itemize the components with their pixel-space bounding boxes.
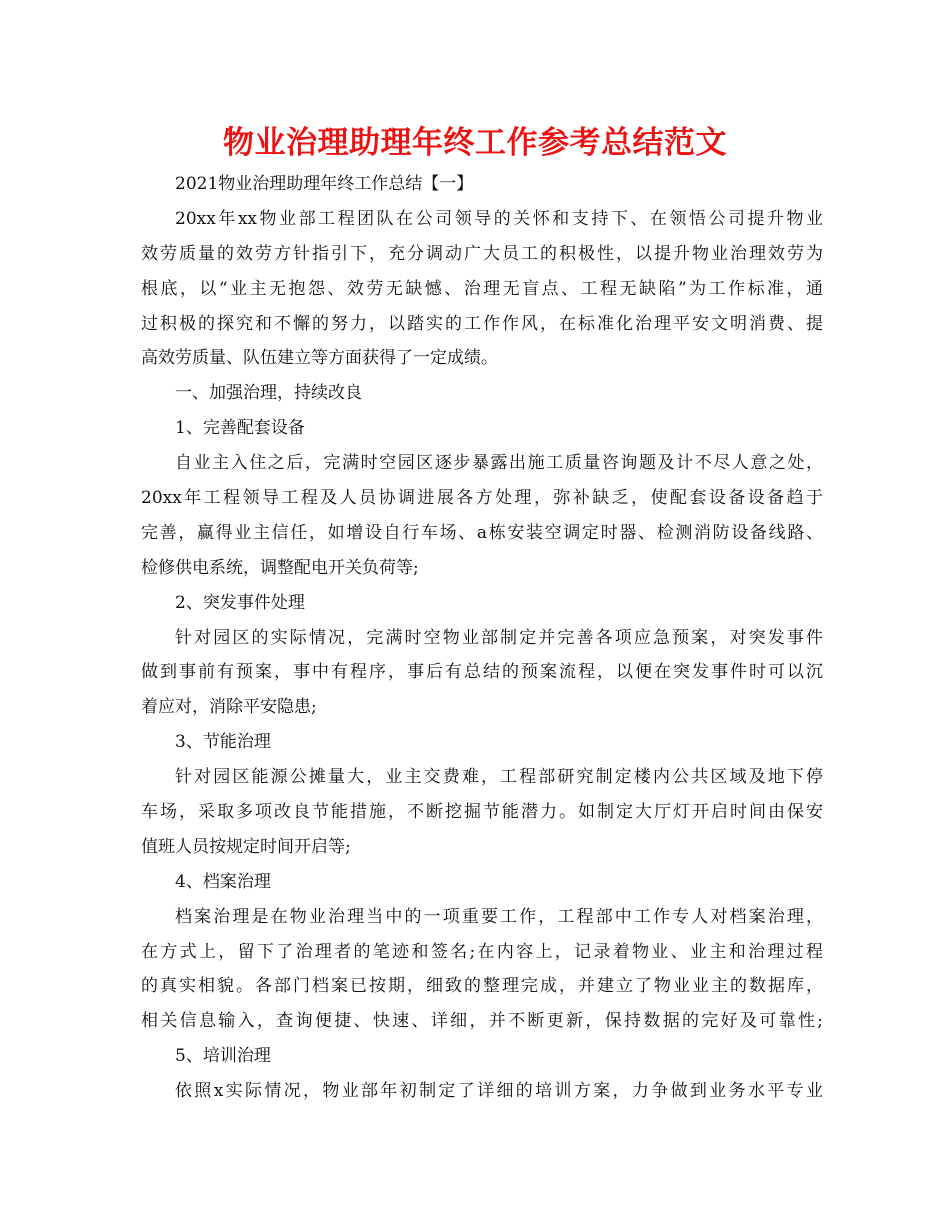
- paragraph-line: 依照x实际情况，物业部年初制定了详细的培训方案，力争做到业务水平专业: [175, 1081, 823, 1102]
- paragraph-line: 档案治理是在物业治理当中的一项重要工作，工程部中工作专人对档案治理，: [175, 906, 823, 927]
- paragraph-line: 完善，赢得业主信任，如增设自行车场、a栋安装空调定时器、检测消防设备线路、: [141, 522, 823, 543]
- paragraph-line: 检修供电系统，调整配电开关负荷等;: [141, 557, 419, 578]
- paragraph-line: 效劳质量的效劳方针指引下，充分调动广大员工的积极性，以提升物业治理效劳为: [141, 243, 823, 264]
- paragraph-line: 根底，以“业主无抱怨、效劳无缺憾、治理无盲点、工程无缺陷”为工作标准，通: [141, 278, 823, 299]
- paragraph-line: 高效劳质量、队伍建立等方面获得了一定成绩。: [141, 348, 498, 369]
- document-body: [141, 167, 823, 1109]
- paragraph-line: 20xx年xx物业部工程团队在公司领导的关怀和支持下、在领悟公司提升物业: [175, 208, 823, 229]
- paragraph-line: 针对园区的实际情况，完满时空物业部制定并完善各项应急预案，对突发事件: [175, 627, 823, 648]
- paragraph-line: 过积极的探究和不懈的努力，以踏实的工作作风，在标准化治理平安文明消费、提: [141, 313, 823, 334]
- section-heading: 3、节能治理: [175, 732, 271, 753]
- section-heading: 1、完善配套设备: [175, 418, 305, 439]
- section-heading: 2021物业治理助理年终工作总结【一】: [175, 174, 474, 194]
- paragraph-line: 值班人员按规定时间开启等;: [141, 836, 351, 857]
- paragraph-line: 做到事前有预案，事中有程序，事后有总结的预案流程，以便在突发事件时可以沉: [141, 662, 823, 683]
- paragraph-line: 相关信息输入，查询便捷、快速、详细，并不断更新，保持数据的完好及可靠性;: [141, 1011, 823, 1032]
- section-heading: 一、加强治理，持续改良: [175, 383, 362, 404]
- paragraph-line: 在方式上，留下了治理者的笔迹和签名;在内容上，记录着物业、业主和治理过程: [141, 941, 823, 962]
- paragraph-line: 的真实相貌。各部门档案已按期，细致的整理完成，并建立了物业业主的数据库，: [141, 976, 823, 997]
- document-title: 物业治理助理年终工作参考总结范文: [223, 125, 727, 161]
- paragraph-line: 自业主入住之后，完满时空园区逐步暴露出施工质量咨询题及计不尽人意之处，: [175, 453, 823, 474]
- paragraph-line: 20xx年工程领导工程及人员协调进展各方处理，弥补缺乏，使配套设备设备趋于: [141, 488, 823, 509]
- section-heading: 4、档案治理: [175, 871, 271, 892]
- paragraph-line: 车场，采取多项改良节能措施，不断挖掘节能潜力。如制定大厅灯开启时间由保安: [141, 802, 823, 823]
- section-heading: 2、突发事件处理: [175, 592, 305, 613]
- paragraph-line: 着应对，消除平安隐患;: [141, 697, 317, 718]
- paragraph-line: 针对园区能源公摊量大，业主交费难，工程部研究制定楼内公共区域及地下停: [175, 767, 823, 788]
- section-heading: 5、培训治理: [175, 1046, 271, 1067]
